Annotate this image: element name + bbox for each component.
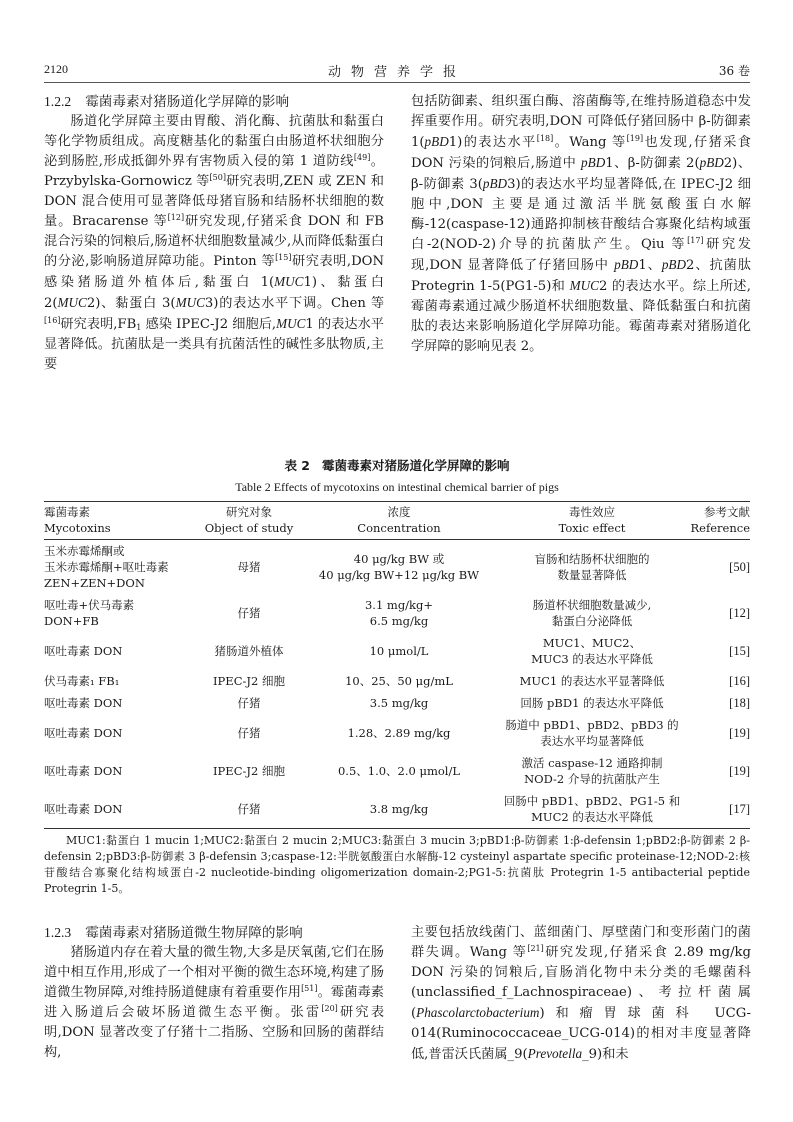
column-header-zh: 浓度 (387, 505, 411, 519)
column-header-zh: 研究对象 (226, 505, 272, 519)
taxon-name: Phascolarctobacterium (416, 1005, 540, 1020)
gene-name: MUC (276, 316, 306, 331)
text-run: 感染 IPEC-J2 细胞后, (141, 317, 277, 332)
column-header (44, 502, 194, 540)
text-run: 1)、黏蛋白 2( (44, 275, 384, 311)
column-header (304, 502, 494, 540)
subscript: 1 (136, 323, 142, 332)
text-run: _9)和未 (582, 1047, 629, 1062)
cell-effect: 回肠中 pBD1、pBD2、PG1-5 和 MUC2 的表达水平降低 (503, 794, 681, 824)
section-title: 霉菌毒素对猪肠道化学屏障的影响 (85, 94, 290, 110)
table-2 (44, 456, 750, 897)
text-run: 研究发现,仔猪采食 2.89 mg/kg DON 污染的饲粮后,盲肠消化物中未分类的毛螺菌科(unclassified_f_Lachnospiraceae)、考拉杆菌属( (411, 945, 751, 1021)
text-run: 1 的表达水平显著降低。抗菌肽是一类具有抗菌活性的碱性多肽物质,主要 (44, 317, 384, 372)
cell-concentration: 3.8 mg/kg (369, 802, 429, 816)
table-row (44, 714, 750, 752)
table-caption-en: Table 2 Effects of mycotoxins on intestinal chemical barrier of pigs (235, 480, 559, 494)
citation: [50] (209, 173, 226, 182)
gene-name: pBD (424, 134, 449, 149)
gene-name: MUC (569, 278, 599, 293)
body-paragraph (44, 943, 384, 1063)
cell-object: 仔猪 (237, 696, 261, 710)
cell-mycotoxin: 呕吐毒+伏马毒素 DON+FB (44, 598, 135, 628)
citation: [12] (167, 213, 185, 222)
text-run: 3)的表达水平均显著降低,在 IPEC-J2 细胞中,DON 主要是通过激活半胱氨酸蛋白水解酶-12(caspase-12)通路抑制核苷酸结合寡聚化结构域蛋白-2(NOD-2)介导的抗菌肽产生。Qiu 等 (411, 177, 751, 252)
table-row (44, 692, 750, 714)
section-1-2-3-left-column (44, 923, 384, 1063)
cell-reference: [15] (729, 644, 750, 658)
citation: [17] (687, 236, 704, 245)
column-header-en: Reference (690, 521, 750, 535)
cell-concentration: 3.1 mg/kg+ 6.5 mg/kg (364, 598, 434, 628)
column-header (690, 502, 750, 540)
table-row (44, 790, 750, 829)
taxon-name: Prevotella (527, 1046, 583, 1061)
cell-mycotoxin: 呕吐毒素 DON (44, 644, 123, 658)
data-table (44, 501, 750, 829)
gene-name: pBD (482, 176, 508, 191)
gene-name: pBD (581, 155, 606, 170)
cell-concentration: 3.5 mg/kg (369, 696, 429, 710)
table-row (44, 594, 750, 632)
text-run: 包括防御素、组织蛋白酶、溶菌酶等,在维持肠道稳态中发挥重要作用。研究表明,DON 可降低仔猪回肠中 β-防御素 1( (411, 94, 751, 150)
table-title-zh: 霉菌毒素对猪肠道化学屏障的影响 (322, 458, 510, 473)
section-heading-1-2-3 (44, 923, 384, 943)
gene-name: MUC (57, 295, 87, 310)
table-row (44, 752, 750, 790)
citation: [49] (353, 153, 371, 162)
text-run: 猪肠道内存在着大量的微生物,大多是厌氧菌,它们在肠道中相互作用,形成了一个相对平衡的微生态环境,构建了肠道微生物屏障,对维持肠道健康有着重要作用 (44, 945, 384, 1000)
column-header-zh: 参考文献 (704, 505, 750, 519)
text-run: 研究表明,DON 感染猪肠道外植体后,黏蛋白 1( (44, 254, 384, 290)
section-1-2-2-right-column (411, 92, 751, 357)
text-run: 。霉菌毒素进入肠道后会破坏肠道微生态平衡。张雷 (44, 985, 384, 1020)
text-run: 研究发现,仔猪采食 DON 和 FB 混合污染的饲粮后,肠道杯状细胞数量减少,从而降低黏蛋白的分泌,影响肠道屏障功能。Pinton 等 (44, 214, 384, 269)
volume-label: 36 卷 (718, 64, 750, 78)
cell-mycotoxin: 呕吐毒素 DON (44, 764, 123, 778)
table-caption-zh (44, 456, 750, 474)
gene-name: MUC (274, 274, 304, 289)
text-run: 2)、黏蛋白 3( (86, 296, 176, 311)
cell-mycotoxin: 伏马毒素₁ FB₁ (44, 674, 120, 688)
column-header-en: Mycotoxins (44, 521, 111, 535)
cell-reference: [12] (729, 606, 750, 620)
section-heading-1-2-2 (44, 92, 384, 112)
cell-concentration: 10 μmol/L (369, 644, 429, 658)
table-body (44, 540, 750, 829)
text-run: 研究表明,FB (60, 317, 137, 332)
section-1-2-3-right-column (411, 923, 751, 1065)
citation: [21] (527, 944, 544, 953)
cell-effect: MUC1、MUC2、 MUC3 的表达水平降低 (531, 636, 653, 666)
section-number: 1.2.3 (44, 925, 72, 940)
column-header-zh: 霉菌毒素 (44, 505, 90, 519)
table-label: 表 2 (284, 458, 311, 473)
citation: [20] (321, 1004, 338, 1013)
text-run: 也发现,仔猪采食 DON 污染的饲粮后,肠道中 (411, 135, 751, 171)
text-run: 2)、β-防御素 3( (411, 156, 752, 192)
section-number: 1.2.2 (44, 94, 72, 109)
cell-effect: 肠道中 pBD1、pBD2、pBD3 的 表达水平均显著降低 (505, 718, 679, 748)
text-run: 研究表明,DON 显著改变了仔猪十二指肠、空肠和回肠的菌群结构, (44, 1005, 385, 1060)
section-title: 霉菌毒素对猪肠道微生物屏障的影响 (85, 925, 303, 941)
text-run: 1)的表达水平 (448, 135, 537, 150)
text-run: 2、抗菌肽 Protegrin 1-5(PG1-5)和 (411, 258, 752, 294)
citation: [19] (626, 134, 644, 143)
text-run: 研究发现,DON 显著降低了仔猪回肠中 (411, 237, 751, 273)
citation: [16] (44, 316, 61, 325)
cell-object: 仔猪 (237, 606, 261, 620)
cell-reference: [18] (729, 696, 750, 710)
page-number: 2120 (44, 62, 68, 76)
cell-object: 仔猪 (237, 802, 261, 816)
table-notes: MUC1:黏蛋白 1 mucin 1;MUC2:黏蛋白 2 mucin 2;MUC3:黏蛋白 3 mucin 3;pBD1:β-防御素 1:β-defensin 1;pBD2:β-防御素 2 β-defensin 2;pBD3:β-防御素 3 β-defensin 3;caspase-12:半胱氨酸蛋白水解酶-12 cysteinyl aspartate specific proteinase-12;NOD-2:核苷酸结合寡聚化结构域蛋白-2 nucleotide-binding oligomerization domain-2;PG1-5:抗菌肽 Protegrin 1-5 antibacterial peptide Protegrin 1-5。 (44, 834, 750, 895)
body-paragraph (411, 923, 751, 1065)
cell-mycotoxin: 玉米赤霉烯酮或 玉米赤霉烯酮+呕吐毒素 ZEN+ZEN+DON (44, 544, 169, 590)
cell-mycotoxin: 呕吐毒素 DON (44, 802, 123, 816)
cell-mycotoxin: 呕吐毒素 DON (44, 726, 123, 740)
cell-object: 仔猪 (237, 726, 261, 740)
column-header-en: Toxic effect (558, 521, 626, 535)
cell-concentration: 40 μg/kg BW 或 40 μg/kg BW+12 μg/kg BW (318, 552, 480, 582)
cell-effect: 盲肠和结肠杯状细胞的 数量显著降低 (534, 552, 650, 582)
body-paragraph (44, 112, 384, 375)
text-run: 1、 (638, 258, 662, 273)
cell-object: IPEC-J2 细胞 (213, 674, 285, 688)
running-header (44, 60, 750, 83)
table-header-row (44, 502, 750, 540)
citation: [51] (301, 984, 318, 993)
column-header-en: Concentration (357, 521, 441, 535)
table-row (44, 540, 750, 595)
section-1-2-2-left-column (44, 92, 384, 375)
citation: [18] (536, 134, 554, 143)
table-row (44, 632, 750, 670)
cell-mycotoxin: 呕吐毒素 DON (44, 696, 123, 710)
text-run: 主要包括放线菌门、蓝细菌门、厚壁菌门和变形菌门的菌群失调。Wang 等 (411, 925, 751, 960)
column-header-en: Object of study (204, 521, 294, 535)
gene-name: pBD (614, 257, 639, 272)
cell-reference: [50] (729, 560, 750, 574)
citation: [15] (275, 253, 292, 262)
cell-effect: 肠道杯状细胞数量减少, 黏蛋白分泌降低 (532, 598, 652, 628)
cell-concentration: 10、25、50 μg/mL (345, 674, 453, 688)
text-run: 。Wang 等 (553, 135, 627, 150)
column-header (194, 502, 304, 540)
cell-object: 母猪 (237, 560, 261, 574)
gene-name: MUC (175, 295, 205, 310)
column-header (494, 502, 690, 540)
cell-reference: [16] (729, 674, 750, 688)
text-run: 研究表明,ZEN 或 ZEN 和 DON 混合使用可显著降低母猪盲肠和结肠杯状细胞的数量。Bracarense 等 (44, 174, 384, 229)
cell-effect: 回肠 pBD1 的表达水平降低 (520, 696, 664, 710)
cell-reference: [19] (729, 726, 750, 740)
text-run: 2 的表达水平。综上所述,霉菌毒素通过减少肠道杯状细胞数量、降低黏蛋白和抗菌肽的表达来影响肠道化学屏障功能。霉菌毒素对猪肠道化学屏障的影响见表 2。 (411, 279, 751, 354)
journal-title: 动物营养学报 (327, 65, 466, 80)
cell-object: 猪肠道外植体 (214, 644, 284, 658)
cell-concentration: 0.5、1.0、2.0 μmol/L (337, 764, 460, 778)
gene-name: pBD (699, 155, 724, 170)
cell-reference: [17] (729, 802, 750, 816)
text-run: 1、β-防御素 2( (605, 156, 700, 171)
text-run: 3)的表达水平下调。Chen 等 (204, 296, 385, 311)
table-row (44, 670, 750, 692)
cell-object: IPEC-J2 细胞 (213, 764, 285, 778)
cell-reference: [19] (729, 764, 750, 778)
column-header-zh: 毒性效应 (569, 505, 615, 519)
cell-effect: MUC1 的表达水平显著降低 (519, 674, 665, 688)
text-run: )和瘤胃球菌科 UCG-014(Ruminococcaceae_UCG-014)的相对丰度显著降低,普雷沃氏菌属_9( (411, 1006, 751, 1062)
cell-effect: 激活 caspase-12 通路抑制 NOD-2 介导的抗菌肽产生 (521, 756, 663, 786)
text-run: 肠道化学屏障主要由胃酸、消化酶、抗菌肽和黏蛋白等化学物质组成。高度糖基化的黏蛋白由肠道杯状细胞分泌到肠腔,形成抵御外界有害物质入侵的第 1 道防线 (44, 114, 384, 169)
gene-name: pBD (661, 257, 687, 272)
cell-concentration: 1.28、2.89 mg/kg (347, 726, 451, 740)
body-paragraph (411, 92, 751, 357)
text-run: 。Przybylska-Gornowicz 等 (44, 154, 384, 189)
